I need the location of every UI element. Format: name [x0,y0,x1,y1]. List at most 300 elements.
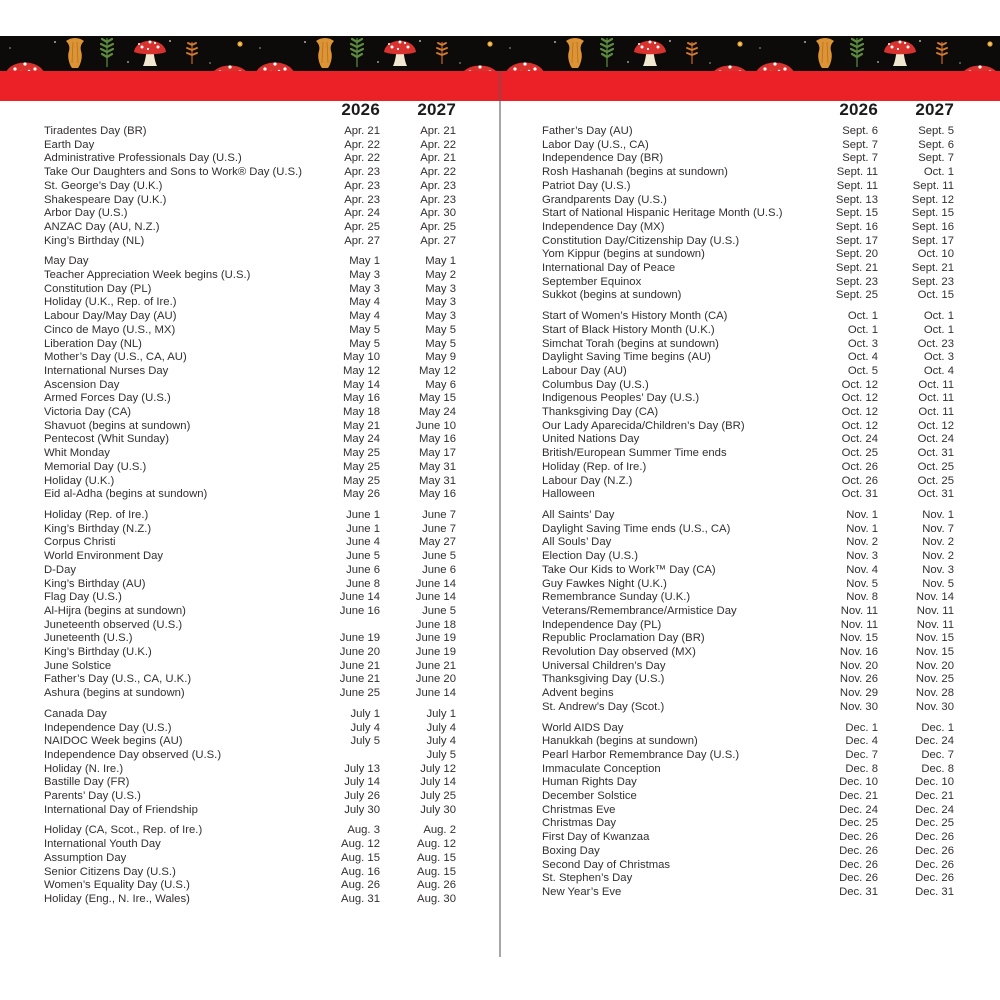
year-2027-header: 2027 [915,100,954,119]
holiday-name: Human Rights Day [542,776,637,789]
holiday-row [44,488,456,502]
date-2026: Nov. 3 [846,550,878,563]
date-2026: Sept. 16 [835,220,878,233]
date-2026: Nov. 20 [839,659,878,672]
date-2027: June 10 [415,419,456,432]
holiday-row [542,152,954,166]
holiday-row [44,536,456,550]
date-2026: Nov. 1 [846,508,878,521]
holiday-row [542,475,954,489]
date-2026: May 14 [342,378,380,391]
date-2027: May 31 [418,474,456,487]
holiday-name: Independence Day (U.S.) [44,721,172,734]
holiday-name: Labour Day (N.Z.) [542,474,633,487]
date-2027: June 19 [415,646,456,659]
date-2026: May 26 [342,488,380,501]
date-2026: Nov. 16 [839,646,878,659]
date-2027: Nov. 20 [915,659,954,672]
holiday-name: Election Day (U.S.) [542,550,639,563]
holiday-row [542,447,954,461]
holiday-name: Holiday (CA, Scot., Rep. of Ire.) [44,824,203,837]
date-2027: July 30 [420,803,456,816]
year-2026-header: 2026 [839,100,878,119]
date-2027: Oct. 1 [923,310,954,323]
date-2026: Sept. 11 [836,166,878,179]
date-2027: Dec. 1 [921,721,954,734]
date-2027: Dec. 26 [915,831,954,844]
date-2027: Oct. 25 [917,474,954,487]
holiday-row [44,461,456,475]
holiday-row [44,365,456,379]
date-2026: May 25 [342,447,380,460]
holiday-name: Pentecost (Whit Sunday) [44,433,169,446]
date-2027: June 20 [415,673,456,686]
date-2026: Aug. 26 [341,879,380,892]
date-2026: Nov. 11 [840,618,878,631]
date-2027: June 21 [415,659,456,672]
holiday-name: Second Day of Christmas [542,858,671,871]
date-2026: Apr. 22 [344,138,380,151]
holiday-name: September Equinox [542,275,642,288]
date-2026: Sept. 20 [835,248,878,261]
date-2026: Sept. 7 [842,152,878,165]
holiday-name: Grandparents Day (U.S.) [542,193,667,206]
mushroom-banner [0,36,1000,71]
holiday-row [542,673,954,687]
holiday-name: Boxing Day [542,844,600,857]
holiday-month-group [44,708,456,818]
holiday-row [44,338,456,352]
holiday-row [542,235,954,249]
date-2027: Dec. 31 [915,885,954,898]
date-2026: Dec. 24 [839,803,878,816]
holiday-row [542,701,954,715]
holiday-name: Juneteenth observed (U.S.) [44,618,183,631]
holiday-row [44,722,456,736]
holiday-name: United Nations Day [542,433,640,446]
date-2027: Dec. 24 [915,803,954,816]
date-2027: Nov. 11 [916,618,954,631]
holiday-groups [542,125,954,900]
holiday-row [542,338,954,352]
holiday-name: Father’s Day (AU) [542,125,633,137]
date-2026: May 16 [342,392,380,405]
holiday-name: Halloween [542,488,595,501]
date-2026: Oct. 1 [847,323,878,336]
holiday-name: Independence Day observed (U.S.) [44,748,222,761]
date-2026: Sept. 15 [835,207,878,220]
holiday-row [44,564,456,578]
date-2027: Sept. 16 [911,220,954,233]
date-2027: Sept. 11 [912,179,954,192]
holiday-name: Veterans/Remembrance/Armistice Day [542,604,737,617]
holiday-name: Juneteenth (U.S.) [44,632,133,645]
holiday-row [44,660,456,674]
holiday-row [542,221,954,235]
holiday-row [44,749,456,763]
date-2027: June 18 [415,618,456,631]
date-2027: Apr. 23 [420,193,456,206]
date-2026: Sept. 17 [835,234,878,247]
holiday-name: St. Andrew’s Day (Scot.) [542,700,665,713]
holiday-row [542,687,954,701]
holiday-name: International Nurses Day [44,364,169,377]
date-2027: Oct. 1 [923,166,954,179]
holiday-row [542,722,954,736]
date-2026: Oct. 12 [841,378,878,391]
holiday-name: New Year’s Eve [542,885,622,898]
holiday-name: Thanksgiving Day (CA) [542,406,659,419]
date-2026: June 19 [339,632,380,645]
date-2026: Oct. 26 [841,460,878,473]
date-2027: Apr. 25 [420,220,456,233]
date-2027: Nov. 14 [915,591,954,604]
holiday-name: Simchat Torah (begins at sundown) [542,337,719,350]
holiday-row [542,763,954,777]
date-2026: May 3 [349,269,380,282]
holiday-name: Mother’s Day (U.S., CA, AU) [44,351,187,364]
date-2027: July 25 [420,790,456,803]
holiday-name: Start of National Hispanic Heritage Month (U.S.) [542,207,783,220]
date-2026: Nov. 1 [846,522,878,535]
date-2026: Oct. 5 [847,364,878,377]
date-2027: May 31 [418,460,456,473]
date-2027: May 12 [418,364,456,377]
date-2026: May 25 [342,460,380,473]
holiday-name: Universal Children’s Day [542,659,666,672]
date-2027: Nov. 3 [922,563,954,576]
date-2027: July 14 [420,776,456,789]
holiday-row [542,845,954,859]
date-2027: Apr. 21 [420,125,456,137]
holiday-row [44,673,456,687]
date-2027: Oct. 10 [917,248,954,261]
holiday-row [44,824,456,838]
date-2026: June 16 [339,604,380,617]
date-2027: May 24 [418,406,456,419]
holiday-row [44,310,456,324]
holiday-row [44,269,456,283]
date-2026: Nov. 11 [840,604,878,617]
holiday-row [542,488,954,502]
holiday-name: Parents’ Day (U.S.) [44,790,141,803]
date-2026: July 4 [350,721,380,734]
date-2027: Nov. 2 [922,550,954,563]
holiday-name: Start of Women’s History Month (CA) [542,310,728,323]
holiday-name: Earth Day [44,138,95,151]
date-2026: Oct. 1 [847,310,878,323]
date-2027: Nov. 28 [915,687,954,700]
holidays-right-column [542,100,954,907]
holiday-name: Assumption Day [44,851,127,864]
holiday-name: Columbus Day (U.S.) [542,378,649,391]
holiday-row [44,790,456,804]
date-2026: June 21 [339,659,380,672]
date-2027: Nov. 30 [915,700,954,713]
holiday-row [44,646,456,660]
date-2027: May 17 [418,447,456,460]
holiday-row [44,166,456,180]
date-2027: May 16 [418,488,456,501]
holiday-row [542,365,954,379]
date-2026: Apr. 24 [344,207,380,220]
date-2027: June 7 [422,522,456,535]
date-2027: Oct. 11 [918,406,954,419]
date-2026: May 10 [342,351,380,364]
holiday-name: Christmas Day [542,817,617,830]
holiday-name: First Day of Kwanzaa [542,831,650,844]
holiday-row [44,392,456,406]
date-2027: Dec. 8 [921,762,954,775]
date-2026: June 25 [339,687,380,700]
date-2026: Sept. 21 [835,262,878,275]
holiday-row [542,276,954,290]
date-2027: Sept. 21 [911,262,954,275]
year-headers [44,100,456,119]
holiday-name: June Solstice [44,659,112,672]
holiday-row [44,379,456,393]
date-2026: Dec. 26 [839,844,878,857]
date-2026: July 14 [344,776,380,789]
holiday-name: Constitution Day/Citizenship Day (U.S.) [542,234,740,247]
holiday-row [542,591,954,605]
holiday-name: Advent begins [542,687,614,700]
holiday-row [44,735,456,749]
holiday-name: Constitution Day (PL) [44,282,152,295]
date-2027: Aug. 12 [417,838,456,851]
holiday-row [542,180,954,194]
date-2026 [308,619,380,633]
date-2026: Oct. 26 [841,474,878,487]
holiday-name: Victoria Day (CA) [44,406,132,419]
holiday-row [44,708,456,722]
date-2026: Dec. 21 [839,790,878,803]
date-2026: Nov. 29 [839,687,878,700]
holiday-row [44,152,456,166]
date-2027: Nov. 25 [915,673,954,686]
holiday-row [542,536,954,550]
date-2027: Nov. 7 [922,522,954,535]
page-divider-rule [499,71,501,957]
date-2026: May 5 [349,337,380,350]
date-2026: Apr. 27 [344,234,380,247]
holiday-name: Holiday (N. Ire.) [44,762,124,775]
date-2027: July 1 [426,707,456,720]
holiday-row [44,763,456,777]
date-2026: Nov. 4 [846,563,878,576]
date-2027: Nov. 5 [922,577,954,590]
holiday-name: Administrative Professionals Day (U.S.) [44,152,242,165]
holiday-row [44,866,456,880]
holiday-row [542,351,954,365]
date-2026: Aug. 15 [341,851,380,864]
holiday-name: Republic Proclamation Day (BR) [542,632,705,645]
date-2027: May 16 [418,433,456,446]
date-2027: May 15 [418,392,456,405]
date-2026: Apr. 23 [344,166,380,179]
holiday-row [44,852,456,866]
date-2027: July 4 [426,735,456,748]
holiday-row [44,125,456,139]
holiday-row [542,578,954,592]
date-2026: June 14 [339,591,380,604]
holiday-row [44,632,456,646]
holiday-name: All Souls’ Day [542,536,612,549]
holiday-row [542,139,954,153]
date-2026: May 3 [349,282,380,295]
holiday-name: Daylight Saving Time begins (AU) [542,351,711,364]
holiday-name: Thanksgiving Day (U.S.) [542,673,665,686]
date-2027: Apr. 30 [420,207,456,220]
holiday-name: King’s Birthday (U.K.) [44,646,152,659]
date-2026: Oct. 12 [841,392,878,405]
date-2026: Dec. 26 [839,831,878,844]
holiday-name: Our Lady Aparecida/Children’s Day (BR) [542,419,745,432]
date-2026: Apr. 25 [344,220,380,233]
holiday-row [44,420,456,434]
date-2027: Nov. 2 [922,536,954,549]
holiday-row [542,886,954,900]
date-2026: Aug. 31 [341,892,380,905]
holiday-row [44,475,456,489]
date-2027: May 3 [425,310,456,323]
holiday-row [44,180,456,194]
date-2027: Apr. 27 [420,234,456,247]
date-2027: Sept. 12 [911,193,954,206]
date-2027: May 9 [425,351,456,364]
date-2026: May 4 [349,310,380,323]
holiday-name: St. George’s Day (U.K.) [44,179,163,192]
date-2027: Sept. 7 [918,152,954,165]
holiday-name: Holiday (U.K.) [44,474,115,487]
holiday-row [44,605,456,619]
date-2027: Dec. 21 [915,790,954,803]
holiday-row [542,646,954,660]
date-2026: Nov. 2 [846,536,878,549]
holiday-month-group [44,824,456,906]
holiday-row [542,433,954,447]
date-2027: Oct. 1 [923,323,954,336]
holiday-row [542,550,954,564]
date-2026: Oct. 24 [841,433,878,446]
date-2027: Oct. 25 [917,460,954,473]
holiday-name: Yom Kippur (begins at sundown) [542,248,705,261]
holiday-name: Senior Citizens Day (U.S.) [44,865,176,878]
holiday-name: World AIDS Day [542,721,624,734]
holiday-name: Immaculate Conception [542,762,661,775]
holiday-row [44,838,456,852]
date-2027: Dec. 7 [921,748,954,761]
mushroom-pattern-illustration [0,36,1000,71]
holiday-name: Women’s Equality Day (U.S.) [44,879,190,892]
date-2026: Nov. 15 [839,632,878,645]
holiday-row [542,406,954,420]
date-2027: June 14 [415,687,456,700]
date-2027: Sept. 15 [911,207,954,220]
date-2026: Apr. 23 [344,193,380,206]
date-2026 [308,749,380,763]
holiday-name: Holiday (Eng., N. Ire., Wales) [44,892,190,905]
holiday-row [44,351,456,365]
holiday-row [44,591,456,605]
holiday-name: D-Day [44,563,77,576]
holiday-name: Holiday (Rep. of Ire.) [44,508,149,521]
holiday-name: Sukkot (begins at sundown) [542,289,682,302]
holiday-row [44,139,456,153]
holiday-name: Remembrance Sunday (U.K.) [542,591,691,604]
holiday-name: Cinco de Mayo (U.S., MX) [44,323,176,336]
date-2027: July 12 [420,762,456,775]
date-2027: Nov. 15 [915,632,954,645]
date-2026: Apr. 22 [344,152,380,165]
holiday-name: ANZAC Day (AU, N.Z.) [44,220,160,233]
holiday-name: Armed Forces Day (U.S.) [44,392,171,405]
date-2027: Apr. 21 [420,152,456,165]
date-2026: June 20 [339,646,380,659]
year-headers [542,100,954,119]
holiday-name: International Day of Peace [542,262,676,275]
year-2027-header: 2027 [417,100,456,119]
holidays-left-column [44,100,456,914]
date-2026: Dec. 8 [845,762,878,775]
date-2027: Dec. 26 [915,858,954,871]
holiday-name: Holiday (U.K., Rep. of Ire.) [44,296,177,309]
holiday-name: Shavuot (begins at sundown) [44,419,191,432]
holiday-row [44,447,456,461]
holiday-row [542,564,954,578]
date-2027: Sept. 6 [918,138,954,151]
date-2027: Apr. 22 [420,138,456,151]
holiday-row [44,433,456,447]
date-2027: June 14 [415,577,456,590]
holiday-name: Start of Black History Month (U.K.) [542,323,715,336]
date-2027: Dec. 24 [915,735,954,748]
date-2026: July 13 [344,762,380,775]
date-2026: Dec. 7 [845,748,878,761]
holiday-name: International Day of Friendship [44,803,198,816]
date-2026: July 26 [344,790,380,803]
holiday-row [542,605,954,619]
holiday-name: Rosh Hashanah (begins at sundown) [542,166,728,179]
holiday-name: International Youth Day [44,838,161,851]
holiday-row [542,776,954,790]
date-2026: Oct. 31 [841,488,878,501]
holiday-row [542,166,954,180]
date-2027: June 7 [422,508,456,521]
holiday-name: Father’s Day (U.S., CA, U.K.) [44,673,192,686]
date-2026: Aug. 12 [341,838,380,851]
holiday-row [542,125,954,139]
holiday-month-group [542,310,954,502]
holiday-name: St. Stephen’s Day [542,872,633,885]
holiday-row [44,879,456,893]
holiday-name: Revolution Day observed (MX) [542,646,696,659]
date-2027: May 3 [425,282,456,295]
date-2027: Oct. 24 [917,433,954,446]
holiday-row [542,660,954,674]
holiday-row [542,461,954,475]
holiday-name: Independence Day (MX) [542,220,665,233]
date-2026: Aug. 16 [341,865,380,878]
holiday-row [542,420,954,434]
date-2027: Oct. 4 [923,364,954,377]
holiday-row [542,749,954,763]
holiday-row [542,632,954,646]
date-2027: May 1 [425,255,456,268]
date-2027: Nov. 11 [916,604,954,617]
holiday-row [44,509,456,523]
holiday-name: Arbor Day (U.S.) [44,207,128,220]
